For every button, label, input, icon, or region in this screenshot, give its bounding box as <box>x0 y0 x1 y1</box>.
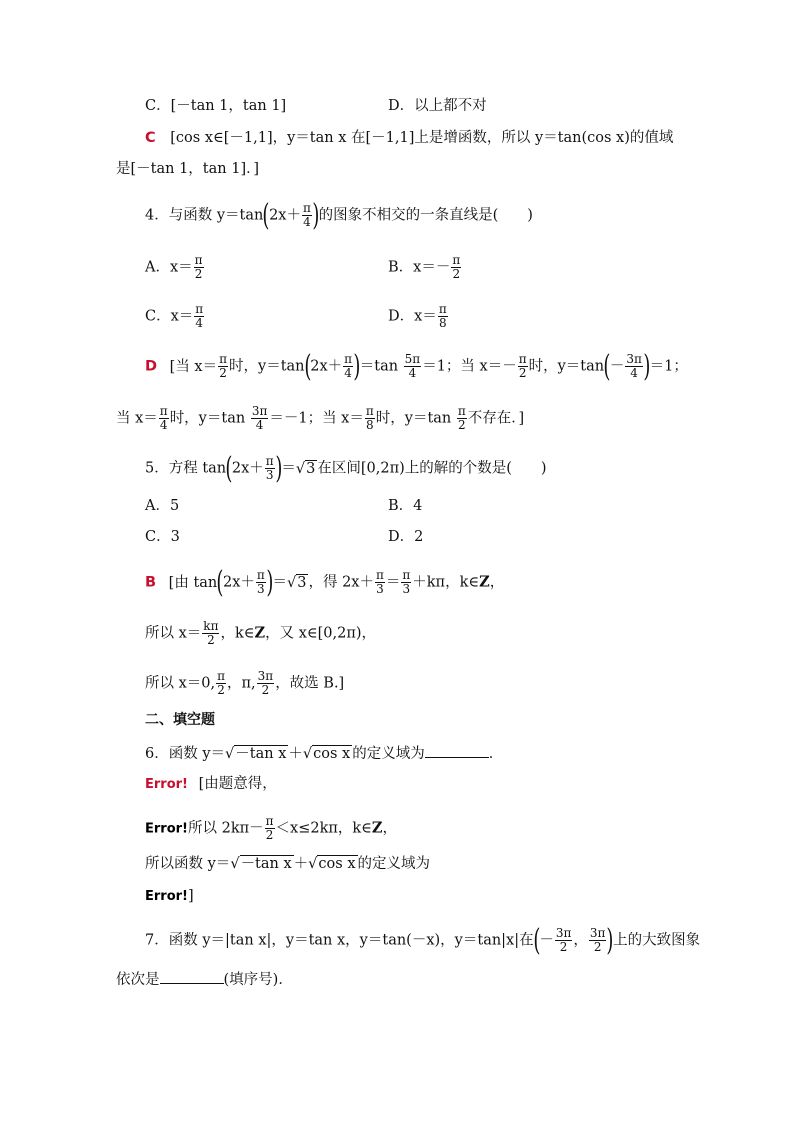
fraction-pi-over-3: $\frac{\pi}{3}$ <box>375 568 384 596</box>
fraction-pi-over-2: $\frac{\pi}{2}$ <box>194 253 203 281</box>
paren-left: ( <box>303 348 311 384</box>
q5-option-a: A．5 <box>145 498 180 514</box>
sqrt-cos-x: √cos x <box>302 746 351 762</box>
q3-option-c: C．[－tan 1，tan 1] <box>145 98 287 114</box>
fraction-pi-over-4: $\frac{\pi}{4}$ <box>302 201 311 229</box>
paren-right: ) <box>275 450 283 486</box>
sqrt-3: √3 <box>295 460 316 477</box>
q6-answer-line1: Error! [由题意得， <box>145 776 277 792</box>
q3-answer-letter: C <box>145 130 156 146</box>
q5-answer-line1: B [由 tan(2x＋ $\frac{\pi}{3}$ )＝√3 ，得 2x＋ $\frac{\pi}{3}$ ＝ $\frac{\pi}{3}$ ＋kπ，k∈Z， <box>145 564 505 600</box>
q5-stem: 5．方程 tan(2x＋ $\frac{\pi}{3}$ )＝√3 在区间[0,2π)上的解的个数是( ) <box>145 450 547 486</box>
fraction-3pi-over-2: $\frac{3\pi}{2}$ <box>257 669 274 697</box>
sqrt-neg-tan-x: √－tan x <box>230 856 292 872</box>
q4-answer-line1: D [当 x＝ $\frac{\pi}{2}$ 时，y＝tan(2x＋ $\frac{\pi}{4}$ )＝tan $\frac{5\pi}{4}$ ＝1；当 x＝－ $\frac{\pi}{2}$ 时，y＝tan(－ $\frac{3\pi}{4}$ )＝1； <box>145 348 688 384</box>
q5-answer-letter: B <box>145 574 157 591</box>
q4-stem-arg: 2x＋ <box>269 207 301 224</box>
paren-right: ) <box>266 564 274 600</box>
paren-left: ( <box>216 564 224 600</box>
fraction-pi-over-2: $\frac{\pi}{2}$ <box>217 669 226 697</box>
fraction-3pi-over-4: $\frac{3\pi}{4}$ <box>626 352 642 380</box>
q6-stem: 6．函数 y＝√－tan x ＋√cos x 的定义域为 ． <box>145 743 503 763</box>
q5-answer-line3: 所以 x＝0, $\frac{\pi}{2}$ ，π, $\frac{3\pi}{2}$ ，故选 B.] <box>145 669 345 697</box>
fraction-pi-over-4: $\frac{\pi}{4}$ <box>195 302 204 330</box>
paren-right: ) <box>353 348 361 384</box>
fraction-pi-over-2: $\frac{\pi}{2}$ <box>265 814 274 842</box>
q7-answer-blank[interactable] <box>160 969 224 984</box>
q3-answer-line2: 是[－tan 1，tan 1]．] <box>116 161 260 177</box>
q6-error-2: Error! <box>145 821 188 837</box>
q5-option-b: B．4 <box>388 498 423 514</box>
sqrt-cos-x: √cos x <box>308 856 356 872</box>
fraction-pi-over-8: $\frac{\pi}{8}$ <box>365 404 374 432</box>
q4-stem <box>145 197 533 233</box>
section-title-fill-in: 二、填空题 <box>145 712 215 728</box>
paren-right: ) <box>606 922 614 958</box>
q6-error-3: Error! <box>145 889 188 904</box>
q7-stem-line2: 依次是 (填序号)． <box>116 969 293 989</box>
q4-option-d: D．x＝ $\frac{\pi}{8}$ <box>388 302 447 330</box>
q4-answer-line2: 当 x＝ $\frac{\pi}{4}$ 时，y＝tan $\frac{3\pi}{4}$ ＝－1；当 x＝ $\frac{\pi}{8}$ 时，y＝tan $\frac{\pi}{2}$ 不存在．] <box>116 404 525 432</box>
fraction-pi-over-8: $\frac{\pi}{8}$ <box>438 302 447 330</box>
q5-answer-line2: 所以 x＝ $\frac{k\pi}{2}$ ，k∈Z，又 x∈[0,2π)， <box>145 619 377 647</box>
paren-right: ) <box>312 197 320 233</box>
paren-left: ( <box>262 197 270 233</box>
fraction-pi-over-2: $\frac{\pi}{2}$ <box>457 404 466 432</box>
q3-option-d: D．以上都不对 <box>388 98 487 114</box>
fraction-pi-over-4: $\frac{\pi}{4}$ <box>159 404 168 432</box>
q4-option-b: B．x＝－ $\frac{\pi}{2}$ <box>388 253 461 281</box>
q5-option-c: C．3 <box>145 529 180 545</box>
paren-left: ( <box>603 348 611 384</box>
fraction-5pi-over-4: $\frac{5\pi}{4}$ <box>404 352 421 380</box>
q6-answer-blank[interactable] <box>425 743 489 758</box>
paren-left: ( <box>225 450 233 486</box>
fraction-pi-over-2: $\frac{\pi}{2}$ <box>219 352 227 380</box>
q4-option-c: C．x＝ $\frac{\pi}{4}$ <box>145 302 204 330</box>
fraction-pi-over-3: $\frac{\pi}{3}$ <box>265 454 274 482</box>
q4-stem-prefix: 4．与函数 y＝tan <box>145 207 264 224</box>
paren-right: ) <box>643 348 651 384</box>
q3-answer-line1 <box>145 129 673 147</box>
fraction-3pi-over-2: $\frac{3\pi}{2}$ <box>555 926 572 954</box>
q4-answer-letter: D <box>145 358 158 375</box>
fraction-pi-over-2: $\frac{\pi}{2}$ <box>452 253 461 281</box>
q7-stem-line1: 7．函数 y＝|tan x|，y＝tan x，y＝tan(－x)，y＝tan|x|在(－ $\frac{3\pi}{2}$ ， $\frac{3\pi}{2}$ )上的大致图象 <box>145 922 701 958</box>
fraction-pi-over-2: $\frac{\pi}{2}$ <box>518 352 527 380</box>
q5-option-d: D．2 <box>388 529 424 545</box>
q3-answer-text1: [cos x∈[－1,1]，y＝tan x 在[－1,1]上是增函数，所以 y＝tan(cos x)的值域 <box>170 130 674 146</box>
fraction-pi-over-4: $\frac{\pi}{4}$ <box>344 352 353 380</box>
fraction-kpi-over-2: $\frac{k\pi}{2}$ <box>203 619 219 647</box>
fraction-pi-over-3: $\frac{\pi}{3}$ <box>256 568 265 596</box>
q4-stem-suffix: 的图象不相交的一条直线是( ) <box>318 207 533 224</box>
fraction-3pi-over-4: $\frac{3\pi}{4}$ <box>251 404 268 432</box>
q6-answer-line3: 所以函数 y＝√－tan x ＋√cos x 的定义域为 <box>145 856 431 872</box>
sqrt-neg-tan-x: √－tan x <box>225 746 287 762</box>
fraction-pi-over-3: $\frac{\pi}{3}$ <box>402 568 411 596</box>
fraction-3pi-over-2: $\frac{3\pi}{2}$ <box>589 926 606 954</box>
q4-option-a: A．x＝ $\frac{\pi}{2}$ <box>145 253 203 281</box>
q6-error-1: Error! <box>145 777 188 792</box>
paren-left: ( <box>532 922 540 958</box>
sqrt-3: √3 <box>286 574 307 591</box>
q6-answer-line2: Error!所以 2kπ－ $\frac{\pi}{2}$ ＜x≤2kπ，k∈Z， <box>145 814 398 842</box>
q6-answer-line4: Error!] <box>145 888 194 904</box>
